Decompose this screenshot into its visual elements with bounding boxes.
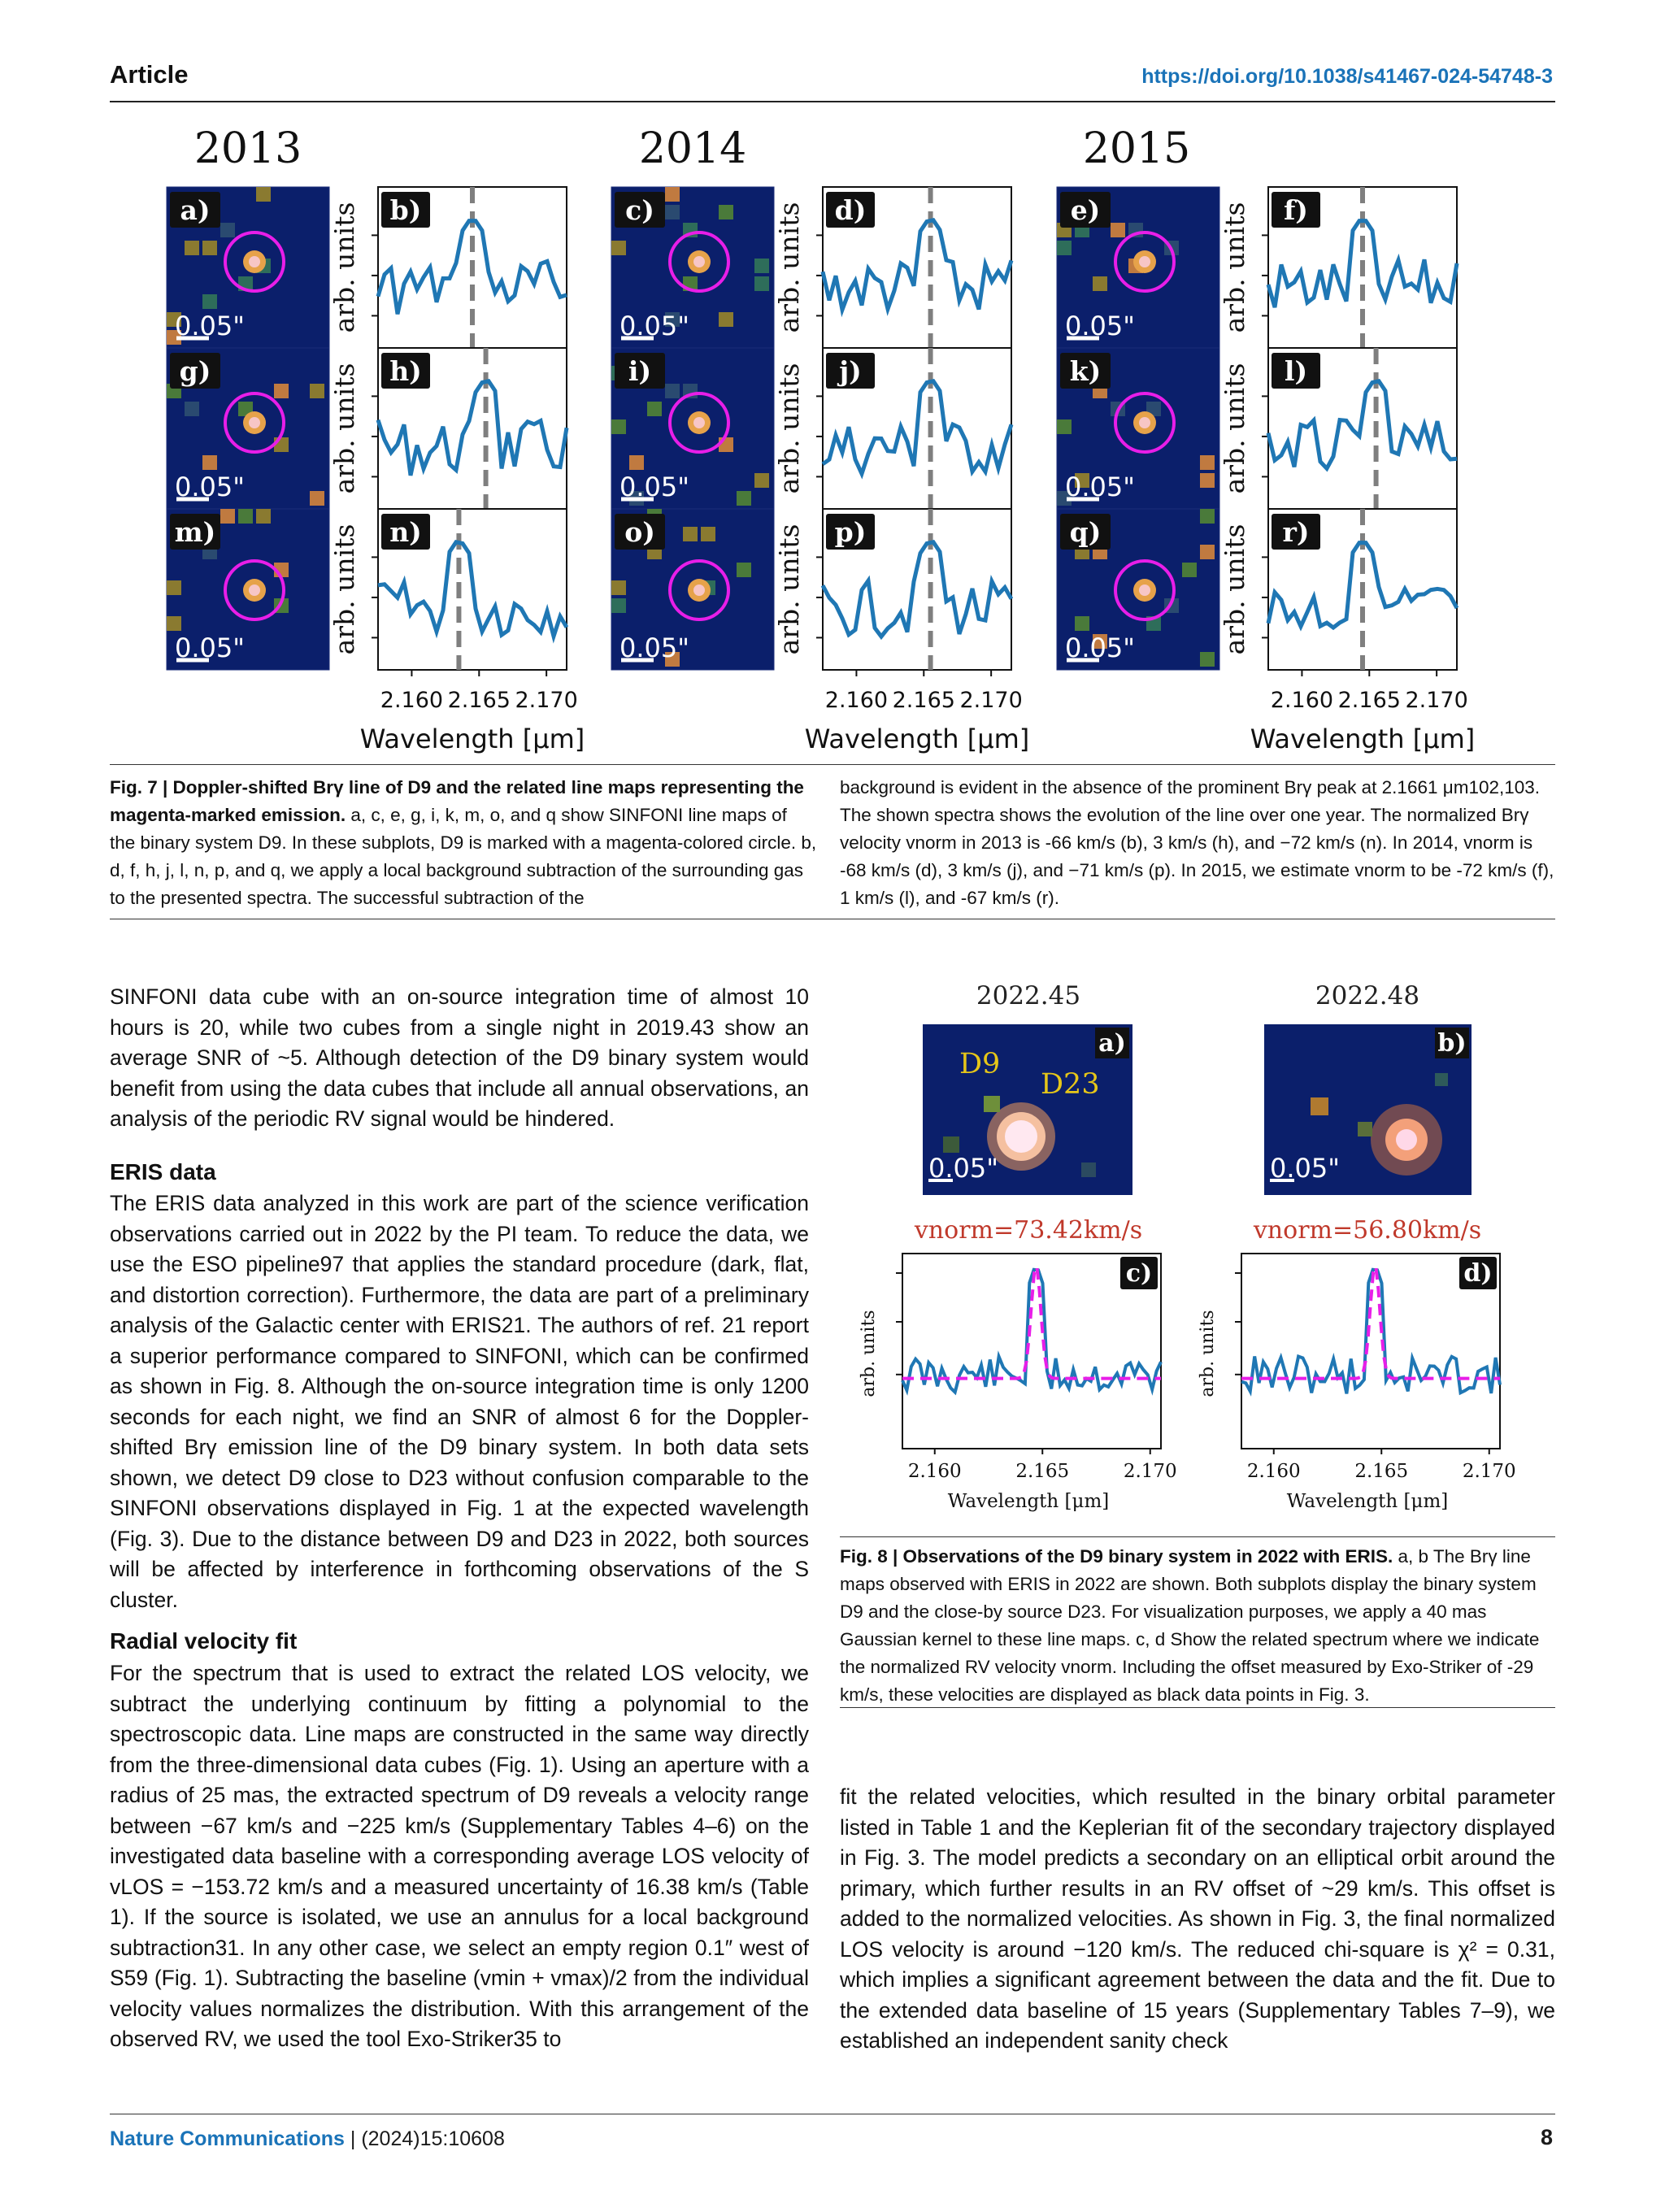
- rv-paragraph: For the spectrum that is used to extract the related LOS velocity, we subtract the underlying continuum by fitting a polynomial to the spectroscopic data. Line maps are constructed in the same way directly from the three-dimensional data cubes (Fig. 1). Using an aperture with a radius of 25 mas, the extracted spectrum of D9 reveals a velocity range between −67 km/s and −225 km/s (Supplementary Tables 4–6) on the investigated data baseline with a corresponding average LOS velocity of vLOS = −153.72 km/s and a measured uncertainty of 16.38 km/s (Table 1). If the source is isolated, we use an annulus for a local background subtraction31. In any other case, we select an empty region 0.1″ west of S59 (Fig. 1). Subtracting the baseline (vmin + vmax)/2 from the individual velocity values normalizes the distribution. With this arrangement of the observed RV, we used the tool Exo-Striker35 to: [110, 1661, 809, 2051]
- x-tick-label: 2.165: [447, 688, 511, 713]
- fig8-ylabel-c: arb. units: [859, 1310, 879, 1397]
- year-2015: 2015: [1082, 124, 1191, 173]
- map-tag: g): [179, 355, 211, 387]
- footer-citation: [110, 2127, 505, 2151]
- map-pixel: [202, 294, 217, 309]
- fig8-epoch-1: 2022.45: [976, 981, 1081, 1010]
- fig8-tag-a: a): [1098, 1029, 1126, 1058]
- fig8-map-b: [1264, 1024, 1472, 1195]
- map-pixel: [1075, 616, 1089, 631]
- map-pixel: [1200, 509, 1215, 524]
- fig8-vnorm-1: vnorm=73.42km/s: [914, 1216, 1143, 1245]
- fig7-caption-title: Fig. 7 | Doppler-shifted Brγ line of D9 and the related line maps representing the magenta-marked emission.: [110, 777, 804, 825]
- fig7-caption-text1: a, c, e, g, i, k, m, o, and q show SINFONI line maps of the binary system D9. In these subplots, D9 is marked with a magenta-colored circle. b, d, f, h, j, l, n, p, and q, we apply a local background subtraction of the surrounding gas to the presented spectra. The successful subtraction of the: [110, 805, 817, 908]
- eris-paragraph: The ERIS data analyzed in this work are part of the science verification observations carried out in 2022 by the PI team. To reduce the data, we use the ESO pipeline97 that applies the standard procedure (dark, flat, and distortion correction). Furthermore, the data are part of a preliminary analysis of the Galactic center with ERIS21. The authors of ref. 21 report a superior performance compared to SINFONI, which can be confirmed as shown in Fig. 8. Although the on-source integration time is only 1200 seconds for each night, we find an SNR of almost 6 for the Doppler-shifted Brγ emission line of the D9 binary system. In both data sets shown, we detect D9 close to D23 without confusion comparable to the SINFONI observations displayed in Fig. 1 at the expected wavelength (Fig. 3). Due to the distance between D9 and D23 in 2022, both sources will be affected by interference in forthcoming observations of the S cluster.: [110, 1191, 809, 1612]
- map-tag: k): [1069, 355, 1102, 387]
- fig7-caption-col2: background is evident in the absence of the prominent Brγ peak at 2.1661 μm102,103. The shown spectra shows the evolution of the line over one year. The normalized Brγ velocity vnorm in 2013 is -66 km/s (b), 3 km/s (h), and −72 km/s (n). In 2014, vnorm is -68 km/s (d), 3 km/s (j), and −71 km/s (p). In 2015, we estimate vnorm to be -72 km/s (f), 1 km/s (l), and -67 km/s (r).: [840, 777, 1554, 908]
- map-pixel: [310, 491, 324, 506]
- map-pixel: [665, 384, 680, 398]
- map-pixel: [647, 402, 662, 416]
- figure-7: [0, 0, 1665, 780]
- spec-tag: l): [1284, 355, 1308, 387]
- map-pixel: [737, 491, 751, 506]
- x-tick-label: 2.160: [824, 688, 889, 713]
- ylabel: arb. units: [1219, 363, 1250, 494]
- d23-label: D23: [1041, 1068, 1100, 1101]
- map-pixel: [274, 384, 289, 398]
- map-pixel: [701, 527, 715, 541]
- map-tag: o): [624, 516, 655, 548]
- map-pixel: [611, 241, 626, 255]
- ylabel: arb. units: [328, 363, 360, 494]
- map-pixel: [185, 241, 199, 255]
- fig8-scale-b: 0.05": [1270, 1153, 1340, 1184]
- spec-tag: p): [834, 516, 867, 548]
- map-pixel: [256, 187, 271, 202]
- map-pixel: [1200, 473, 1215, 488]
- fig8-xlabel-c: Wavelength [μm]: [947, 1491, 1110, 1512]
- map-pixel: [1200, 545, 1215, 559]
- fig7-caption-col1: [110, 774, 817, 912]
- d9-core: [1139, 585, 1150, 596]
- x-tick-label: 2.165: [1015, 1461, 1070, 1482]
- year-2014: 2014: [638, 124, 747, 173]
- fig7-rule: [110, 764, 1555, 765]
- map-pixel: [1182, 563, 1197, 577]
- x-tick-label: 2.170: [1462, 1461, 1516, 1482]
- rv-heading: Radial velocity fit: [110, 1628, 298, 1654]
- fig8-tag-b: b): [1437, 1029, 1467, 1058]
- xlabel: Wavelength [μm]: [359, 724, 585, 754]
- d9-core: [1139, 417, 1150, 428]
- spec-tag: j): [839, 355, 862, 387]
- ylabel: arb. units: [1219, 524, 1250, 655]
- map-pixel: [611, 598, 626, 613]
- map-pixel: [1057, 419, 1072, 434]
- d9-core: [249, 417, 260, 428]
- x-tick-label: 2.160: [907, 1461, 962, 1482]
- x-tick-label: 2.165: [1337, 688, 1401, 713]
- journal-volume: | (2024)15:10608: [344, 2127, 505, 2150]
- map-pixel: [611, 580, 626, 595]
- figure-8: [837, 967, 1561, 1536]
- spec-tag: n): [389, 516, 422, 548]
- map-pixel: [167, 580, 181, 595]
- map-pixel: [1057, 241, 1072, 255]
- ylabel: arb. units: [773, 202, 805, 333]
- spec-tag: h): [389, 355, 422, 387]
- ylabel: arb. units: [1219, 202, 1250, 333]
- d9-core: [693, 417, 705, 428]
- map-pixel: [683, 527, 698, 541]
- xlabel: Wavelength [μm]: [804, 724, 1030, 754]
- fig8-scale-a: 0.05": [928, 1153, 998, 1184]
- x-tick-label: 2.170: [515, 688, 578, 713]
- map-tag: e): [1070, 194, 1101, 226]
- fig8-map-a: [923, 1024, 1132, 1195]
- x-tick-label: 2.170: [1123, 1461, 1177, 1482]
- scale-label: 0.05": [1065, 632, 1135, 663]
- x-tick-label: 2.170: [1405, 688, 1468, 713]
- d9-core: [693, 585, 705, 596]
- scale-label: 0.05": [619, 632, 689, 663]
- spec-tag: r): [1282, 516, 1310, 548]
- scale-label: 0.05": [1065, 472, 1135, 502]
- fig8-caption-rule: [840, 1707, 1555, 1708]
- map-pixel: [310, 384, 324, 398]
- map-pixel: [754, 473, 769, 488]
- ylabel: arb. units: [773, 524, 805, 655]
- fig8-spec-tag: d): [1463, 1259, 1493, 1288]
- doi-link[interactable]: https://doi.org/10.1038/s41467-024-54748-3: [1141, 65, 1553, 88]
- fig8-vnorm-2: vnorm=56.80km/s: [1253, 1216, 1482, 1245]
- xlabel: Wavelength [μm]: [1250, 724, 1476, 754]
- d9-core: [249, 256, 260, 267]
- map-pixel: [665, 205, 680, 219]
- map-tag: m): [174, 516, 216, 548]
- map-pixel: [1093, 276, 1107, 291]
- map-pixel: [665, 187, 680, 202]
- map-pixel: [754, 276, 769, 291]
- map-tag: i): [628, 355, 652, 387]
- eris-heading: ERIS data: [110, 1159, 216, 1184]
- d9-core: [249, 585, 260, 596]
- spec-tag: d): [834, 194, 867, 226]
- d9-core: [1139, 256, 1150, 267]
- d9-label: D9: [959, 1048, 1001, 1080]
- map-pixel: [256, 509, 271, 524]
- scale-label: 0.05": [175, 632, 245, 663]
- x-tick-label: 2.170: [959, 688, 1023, 713]
- map-pixel: [202, 455, 217, 470]
- map-pixel: [611, 419, 626, 434]
- d9-core: [693, 256, 705, 267]
- spec-tag: f): [1284, 194, 1308, 226]
- map-pixel: [1111, 223, 1125, 237]
- x-tick-label: 2.165: [1354, 1461, 1409, 1482]
- article-label: Article: [110, 60, 189, 89]
- map-pixel: [238, 509, 253, 524]
- scale-label: 0.05": [1065, 311, 1135, 341]
- map-pixel: [719, 205, 733, 219]
- ylabel: arb. units: [773, 363, 805, 494]
- map-pixel: [220, 223, 235, 237]
- fig8-caption: [840, 1543, 1555, 1709]
- map-tag: c): [625, 194, 654, 226]
- spec-tag: b): [389, 194, 422, 226]
- map-pixel: [185, 402, 199, 416]
- map-pixel: [167, 616, 181, 631]
- map-tag: q): [1069, 516, 1102, 548]
- scale-label: 0.05": [619, 472, 689, 502]
- map-pixel: [737, 563, 751, 577]
- map-pixel: [1200, 652, 1215, 667]
- ylabel: arb. units: [328, 202, 360, 333]
- journal-name[interactable]: Nature Communications: [110, 2127, 345, 2150]
- map-pixel: [220, 509, 235, 524]
- map-pixel: [754, 259, 769, 273]
- scale-label: 0.05": [175, 311, 245, 341]
- x-tick-label: 2.160: [380, 688, 444, 713]
- map-tag: a): [180, 194, 211, 226]
- paragraph-intro: SINFONI data cube with an on-source integration time of almost 10 hours is 20, while two cubes from a single night in 2019.43 show an average SNR of ~5. Although detection of the D9 binary system would benefit from using the data cubes that include all annual observations, an analysis of the periodic RV signal would be hindered.: [110, 984, 809, 1131]
- x-tick-label: 2.160: [1270, 688, 1334, 713]
- scale-label: 0.05": [619, 311, 689, 341]
- map-pixel: [629, 455, 644, 470]
- map-pixel: [202, 241, 217, 255]
- fig8-epoch-2: 2022.48: [1315, 981, 1420, 1010]
- fig8-caption-title: Fig. 8 | Observations of the D9 binary system in 2022 with ERIS.: [840, 1546, 1393, 1567]
- x-tick-label: 2.165: [892, 688, 955, 713]
- fig8-ylabel-d: arb. units: [1198, 1310, 1218, 1397]
- x-tick-label: 2.160: [1246, 1461, 1301, 1482]
- ylabel: arb. units: [328, 524, 360, 655]
- fig8-caption-text: a, b The Brγ line maps observed with ERIS in 2022 are shown. Both subplots display the binary system D9 and the close-by source D23. For visualization purposes, we apply a 40 mas Gaussian kernel to these line maps. c, d Show the related spectrum where we indicate the normalized RV velocity vnorm. Including the offset measured by Exo-Striker of -29 km/s, these velocities are displayed as black data points in Fig. 3.: [840, 1546, 1540, 1705]
- scale-label: 0.05": [175, 472, 245, 502]
- right-paragraph: fit the related velocities, which resulted in the binary orbital parameter listed in Table 1 and the Keplerian fit of the secondary trajectory displayed in Fig. 3. The model predicts a secondary on an elliptical orbit around the primary, which further results in an RV offset of ~29 km/s. This offset is added to the normalized velocities. As shown in Fig. 3, the final normalized LOS velocity is around −120 km/s. The reduced chi-square is χ² = 0.31, which implies a significant agreement between the data and the fit. Due to the extended data baseline of 15 years (Supplementary Tables 7–9), we established an independent sanity check: [840, 1784, 1555, 2053]
- fig8-spec-tag: c): [1125, 1259, 1153, 1288]
- page-number: 8: [1540, 2125, 1553, 2149]
- year-2013: 2013: [193, 124, 302, 173]
- map-pixel: [719, 312, 733, 327]
- fig8-xlabel-d: Wavelength [μm]: [1286, 1491, 1449, 1512]
- fig8-rule: [840, 1536, 1555, 1537]
- map-pixel: [1200, 455, 1215, 470]
